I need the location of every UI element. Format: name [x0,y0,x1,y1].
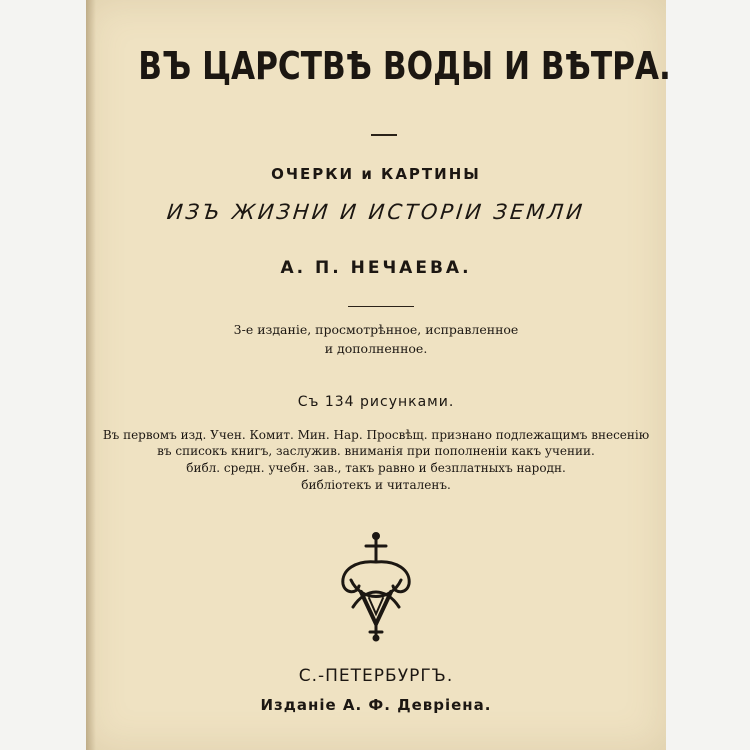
publisher-emblem-icon [331,532,421,642]
illustrations-count: Съ 134 рисунками. [297,394,455,410]
author-divider [348,306,414,307]
title-page [86,0,671,750]
title-divider [371,134,397,136]
publisher-name: Изданіе А. Ф. Девріена. [260,696,492,714]
book-subtitle-line-2: ИЗЪ ЖИЗНИ И ИСТОРІИ ЗЕМЛИ [165,200,587,224]
edition-line-2: и дополненное. [324,341,428,356]
notice-line-4: библіотекъ и читаленъ. [301,478,451,492]
publication-city: С.-ПЕТЕРБУРГЪ. [298,666,454,686]
edition-line-1: 3-е изданіе, просмотрѣнное, исправленное [233,322,519,337]
book-title: ВЪ ЦАРСТВѢ ВОДЫ И ВѢТРА. [138,44,671,88]
notice-line-2: въ списокъ книгъ, заслужив. вниманія при пополненіи какъ учении. [157,444,595,458]
notice-line-1: Въ первомъ изд. Учен. Комит. Мин. Нар. Просвѣщ. признано подлежащимъ внесенію [102,428,650,442]
notice-line-3: библ. средн. учебн. зав., такъ равно и безплатныхъ народн. [186,461,566,475]
page-gutter-shadow [86,0,96,750]
book-subtitle: ОЧЕРКИ и КАРТИНЫ [271,165,481,183]
author-name: А. П. НЕЧАЕВА. [280,258,472,278]
